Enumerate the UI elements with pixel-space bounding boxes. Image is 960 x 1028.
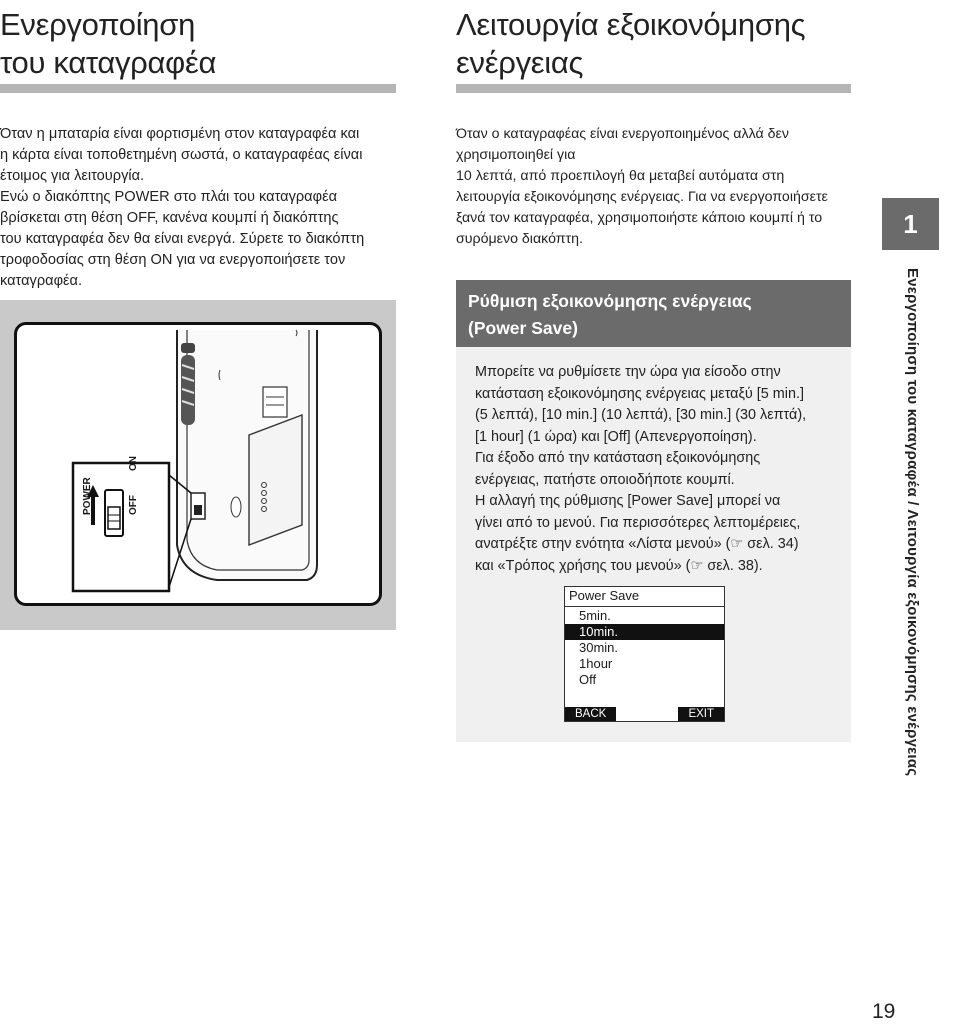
right-paragraph-line: λειτουργία εξοικονόμησης ενέργειας. Για να ενεργοποιήσετε <box>456 189 828 205</box>
lcd-option: 30min. <box>579 640 619 655</box>
left-title <box>0 6 216 82</box>
chapter-tab: 1 <box>882 198 939 250</box>
lcd-exit-key: EXIT <box>678 707 724 721</box>
left-paragraph-line: έτοιμος για λειτουργία. <box>0 168 145 184</box>
lcd-back-key: BACK <box>565 707 616 721</box>
recorder-illustration <box>0 300 396 630</box>
section-line: Μπορείτε να ρυθμίσετε την ώρα για είσοδο στην <box>475 364 781 380</box>
right-title <box>456 6 805 82</box>
left-heading-rule <box>0 84 396 93</box>
lcd-title: Power Save <box>569 588 640 603</box>
section-line: [1 hour] (1 ώρα) και [Off] (Απενεργοποίηση). <box>475 428 757 445</box>
section-body <box>475 362 847 577</box>
chapter-side-title: Ενεργοποίηση του καταγραφέα / Λειτουργία εξοικονόμησης ενέργειας <box>904 268 921 777</box>
right-paragraph-line: 10 λεπτά, από προεπιλογή θα μεταβεί αυτόματα στη <box>456 168 785 184</box>
left-paragraph-line: του καταγραφέα δεν θα είναι ενεργά. Σύρετε το διακόπτη <box>0 231 365 247</box>
lcd-softkeys <box>565 707 724 721</box>
left-paragraph-line: τροφοδοσίας στη θέση ON για να ενεργοποιήσετε τον <box>0 252 346 268</box>
lcd-option-selected: 10min. <box>565 624 724 640</box>
left-paragraph-line: Ενώ ο διακόπτης POWER στο πλάι του καταγραφέα <box>0 189 338 205</box>
section-line: Για έξοδο από την κατάσταση εξοικονόμησης <box>475 450 761 466</box>
left-paragraph-line: καταγραφέα. <box>0 273 83 289</box>
right-paragraph-line: συρόμενο διακόπτη. <box>456 231 583 247</box>
left-title-line1: Ενεργοποίηση <box>0 7 196 42</box>
on-label: ON <box>128 456 139 471</box>
section-line: Η αλλαγή της ρύθμισης [Power Save] μπορεί να <box>475 493 781 509</box>
right-heading-rule <box>456 84 851 93</box>
lcd-divider <box>565 606 724 607</box>
right-title-line2: ενέργειας <box>456 45 584 80</box>
right-paragraph-line: ξανά τον καταγραφέα, χρησιμοποιήστε κάποιο κουμπί ή το <box>456 210 823 226</box>
section-line: ανατρέξτε στην ενότητα «Λίστα μενού» (☞ σελ. 34) <box>475 536 799 552</box>
power-label: POWER <box>82 477 93 515</box>
power-save-section <box>456 280 851 742</box>
illustration-panel <box>14 322 382 606</box>
section-line: και «Τρόπος χρήσης του μενού» (☞ σελ. 38). <box>475 557 763 574</box>
right-paragraph <box>456 124 856 250</box>
section-line: γίνει από το μενού. Για περισσότερες λεπτομέρειες, <box>475 514 801 531</box>
right-paragraph-line: χρησιμοποιηθεί για <box>456 147 576 163</box>
section-header-line2: (Power Save) <box>468 318 578 338</box>
section-header-line1: Ρύθμιση εξοικονόμησης ενέργειας <box>468 291 752 311</box>
recorder-drawing <box>17 325 379 603</box>
off-label: OFF <box>128 495 139 515</box>
left-paragraph-line: βρίσκεται στη θέση OFF, κανένα κουμπί ή διακόπτης <box>0 210 339 226</box>
right-title-line1: Λειτουργία εξοικονόμησης <box>456 7 806 42</box>
section-header <box>456 280 851 347</box>
left-paragraph-line: η κάρτα είναι τοποθετημένη σωστά, ο καταγραφέας είναι <box>0 147 363 163</box>
lcd-option: 1hour <box>579 656 613 671</box>
right-paragraph-line: Όταν ο καταγραφέας είναι ενεργοποιημένος αλλά δεν <box>456 126 789 142</box>
left-paragraph <box>0 124 400 292</box>
lcd-screen <box>564 586 725 722</box>
section-line: κατάσταση εξοικονόμησης ενέργειας μεταξύ [5 min.] <box>475 385 804 402</box>
section-line: (5 λεπτά), [10 min.] (10 λεπτά), [30 min.] (30 λεπτά), <box>475 407 807 423</box>
page-number: 19 <box>872 1000 896 1023</box>
left-title-line2: του καταγραφέα <box>0 45 217 80</box>
lcd-option: Off <box>579 672 597 687</box>
lcd-option: 5min. <box>579 608 611 623</box>
left-paragraph-line: Όταν η μπαταρία είναι φορτισμένη στον καταγραφέα και <box>0 126 360 142</box>
section-line: ενέργειας, πατήστε οποιοδήποτε κουμπί. <box>475 471 735 488</box>
